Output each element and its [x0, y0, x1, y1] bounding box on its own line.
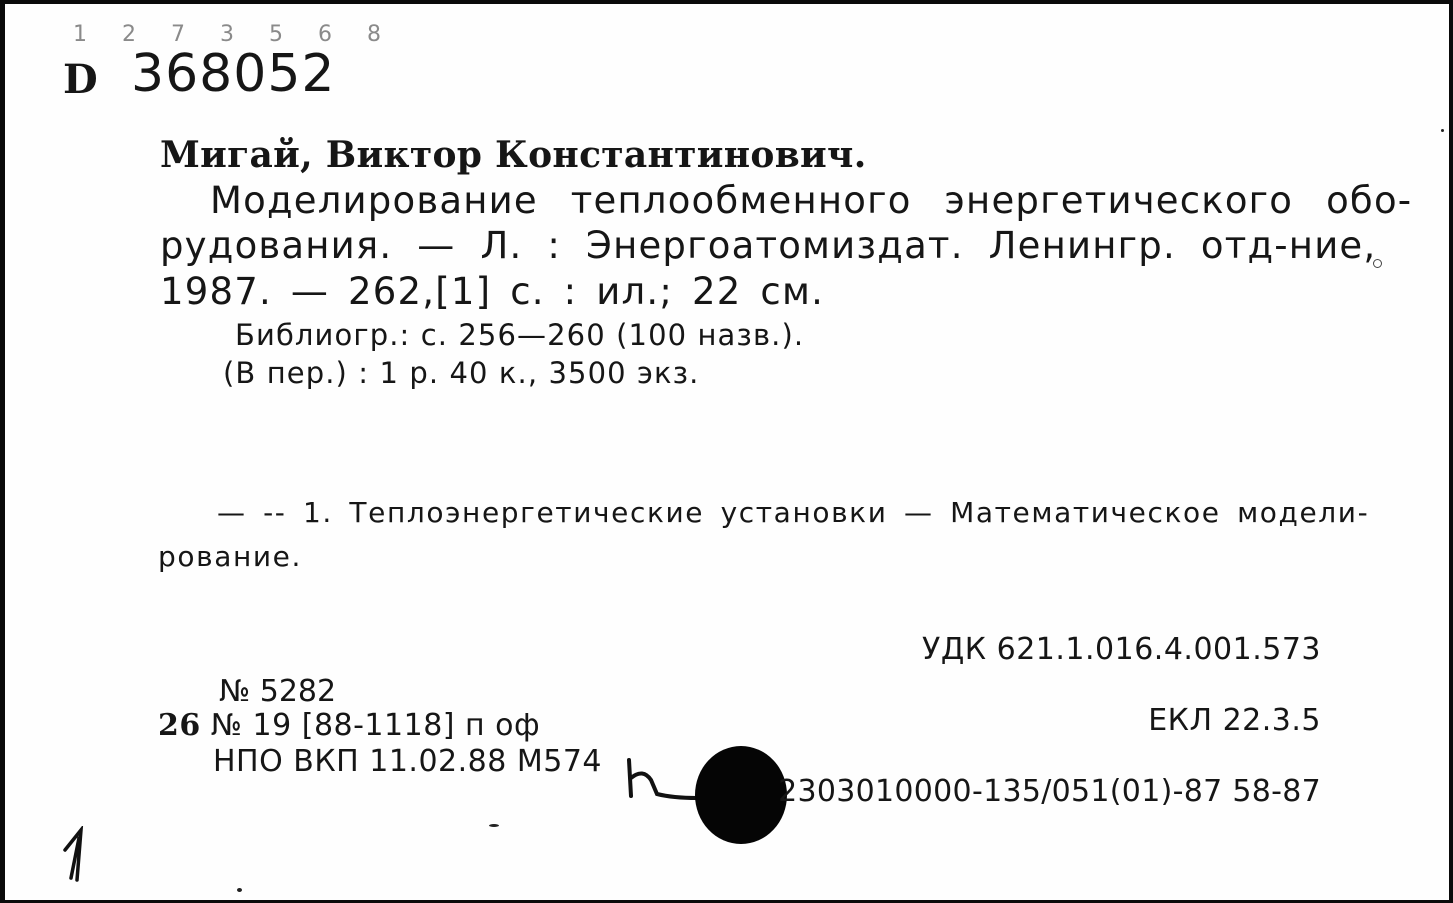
speck	[1373, 259, 1382, 268]
handwritten-number-mark	[61, 826, 91, 884]
call-number: 368052	[131, 44, 336, 104]
order-line-rest: № 19 [88-1118] п оф	[200, 708, 541, 743]
faint-stamp-numbers: 1 2 7 3 5 6 8	[73, 22, 395, 47]
ink-blot	[695, 746, 787, 844]
ekl-code: ЕКЛ 22.3.5	[1148, 703, 1321, 738]
subject-heading-line-1: — -- 1. Теплоэнергетические установки — Математическое модели-	[217, 496, 1370, 529]
author-heading: Мигай, Виктор Константинович.	[160, 134, 867, 176]
price-note: (В пер.) : 1 р. 40 к., 3500 экз.	[223, 356, 700, 390]
udk-code: УДК 621.1.016.4.001.573	[922, 632, 1321, 667]
call-number-letter: D	[63, 56, 98, 103]
subject-heading-line-2: рование.	[158, 540, 302, 573]
publisher-line: НПО ВКП 11.02.88 М574	[213, 744, 603, 779]
title-line-2: рудования. — Л. : Энергоатомиздат. Ленингр. отд-ние,	[160, 224, 1377, 267]
title-line-1: Моделирование теплообменного энергетического обо-	[210, 179, 1413, 222]
speck	[489, 824, 499, 827]
order-line	[158, 708, 540, 743]
record-number: № 5282	[219, 674, 337, 709]
bibliography-note: Библиогр.: с. 256—260 (100 назв.).	[235, 318, 805, 352]
order-line-lead: 26	[158, 708, 201, 743]
pen-scribble-mark	[621, 758, 701, 804]
speck	[1441, 129, 1444, 132]
title-line-3: 1987. — 262,[1] с. : ил.; 22 см.	[160, 270, 825, 313]
isbn-line: 2303010000-135/051(01)-87 58-87	[778, 774, 1321, 809]
speck	[237, 888, 242, 892]
